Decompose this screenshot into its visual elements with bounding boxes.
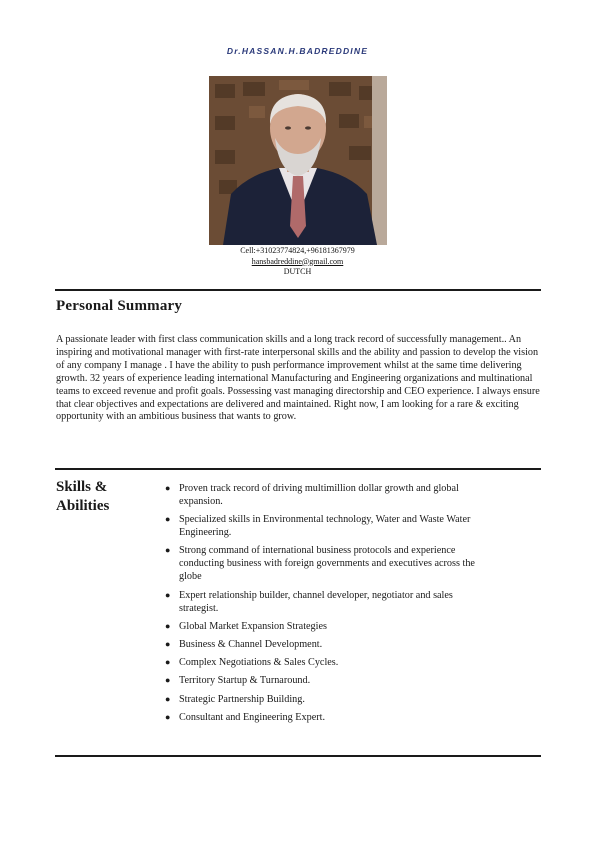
skill-text: Strong command of international business protocols and experience conducting business with foreign governments and executives across the globe (179, 545, 475, 583)
nationality: DUTCH (283, 267, 312, 276)
list-item (160, 620, 480, 633)
skill-text: Consultant and Engineering Expert. (179, 711, 325, 723)
personal-summary-text: A passionate leader with first class communication skills and a long track record of successfully management.. An inspiring and motivational manager with first-rate interpersonal skills and the ability and passion to develop the vision of any company I manage . I have the ability to push performance improvement whilst at the same time delivering growth. 32 years of experience leading international Manufacturing and Engineering organizations and multinational teams to exceed revenue and profit goals. Possessing vast managing directorship and CEO experience. I always ensure that clear objectives and expectations are delivered and maintained. Right now, I am looking for a rare & exciting opportunity with an ambitious business that wants to grow. (56, 334, 540, 423)
bullet-icon: ● (165, 638, 171, 649)
bullet-icon: ● (165, 589, 171, 600)
phone-numbers: Cell:+31023774824,+96181367979 (240, 246, 355, 255)
list-item (160, 711, 480, 724)
skill-text: Expert relationship builder, channel developer, negotiator and sales strategist. (179, 589, 453, 614)
skill-text: Strategic Partnership Building. (179, 693, 305, 705)
bullet-icon: ● (165, 483, 171, 493)
list-item (160, 674, 480, 687)
bullet-icon: ● (165, 514, 171, 525)
section-divider (55, 289, 541, 291)
email-link[interactable]: hansbadreddine@gmail.com (251, 256, 344, 266)
skill-text: Business & Channel Development. (179, 638, 323, 650)
list-item (160, 482, 480, 508)
skill-text: Proven track record of driving multimillion dollar growth and global expansion. (179, 483, 459, 507)
list-item (160, 513, 480, 539)
profile-photo (209, 76, 387, 245)
contact-block (0, 246, 595, 278)
candidate-name: Dr.HASSAN.H.BADREDDINE (226, 46, 369, 56)
list-item (160, 693, 480, 706)
bullet-icon: ● (165, 711, 171, 722)
section-divider (55, 755, 541, 757)
skill-text: Specialized skills in Environmental technology, Water and Waste Water Engineering. (179, 514, 471, 539)
bullet-icon: ● (165, 620, 171, 631)
skills-heading: Skills & Abilities (56, 479, 110, 514)
list-item (160, 544, 480, 583)
list-item (160, 589, 480, 615)
list-item (160, 656, 480, 669)
skill-text: Territory Startup & Turnaround. (179, 675, 311, 687)
personal-summary-heading: Personal Summary (56, 298, 183, 314)
bullet-icon: ● (165, 657, 171, 668)
bullet-icon: ● (165, 675, 171, 686)
skill-text: Complex Negotiations & Sales Cycles. (179, 657, 339, 669)
bullet-icon: ● (165, 545, 171, 556)
bullet-icon: ● (165, 693, 171, 704)
skill-text: Global Market Expansion Strategies (179, 620, 327, 632)
list-item (160, 638, 480, 651)
section-divider (55, 468, 541, 470)
skills-list (160, 482, 480, 729)
